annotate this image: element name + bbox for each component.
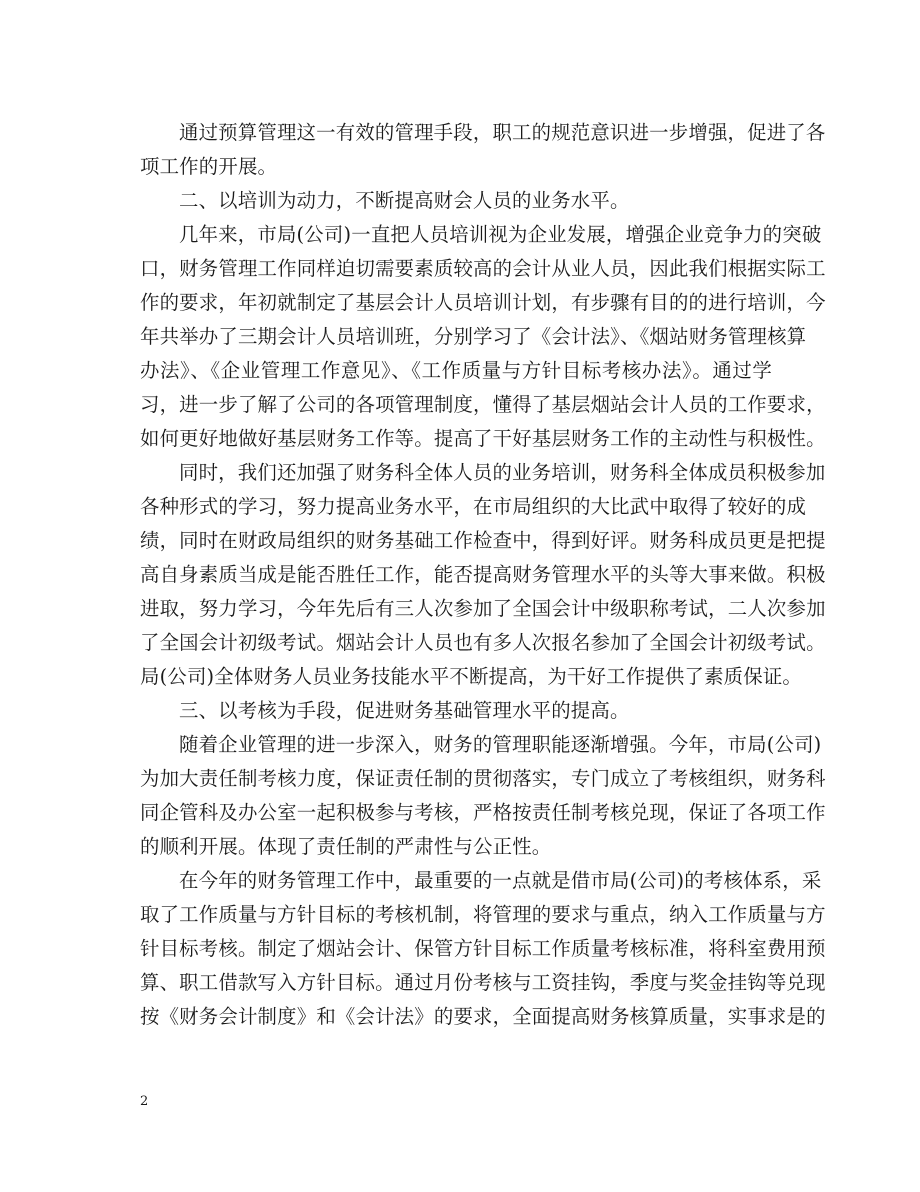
text-line: 算、职工借款写入方针目标。通过月份考核与工资挂钩，季度与奖金挂钩等兑现 — [140, 971, 826, 994]
text-line: 如何更好地做好基层财务工作等。提高了干好基层财务工作的主动性与积极性。 — [140, 427, 826, 450]
text-line: 项工作的开展。 — [140, 155, 278, 178]
text-line: 取了工作质量与方针目标的考核机制，将管理的要求与重点，纳入工作质量与方 — [140, 903, 826, 926]
text-line: 的顺利开展。体现了责任制的严肃性与公正性。 — [140, 835, 552, 858]
paragraph — [140, 184, 772, 218]
text-line: 通过预算管理这一有效的管理手段，职工的规范意识进一步增强，促进了各 — [179, 121, 826, 144]
paragraph — [140, 694, 772, 728]
text-line: 高自身素质当成是能否胜任工作，能否提高财务管理水平的头等大事来做。积极 — [140, 563, 826, 586]
text-line: 针目标考核。制定了烟站会计、保管方针目标工作质量考核标准，将科室费用预 — [140, 937, 826, 960]
text-line: 作的要求，年初就制定了基层会计人员培训计划，有步骤有目的的进行培训，今 — [140, 291, 826, 314]
text-line: 局(公司)全体财务人员业务技能水平不断提高，为干好工作提供了素质保证。 — [140, 665, 803, 688]
document-body — [140, 116, 826, 1034]
text-line: 同时，我们还加强了财务科全体人员的业务培训，财务科全体成员积极参加 — [179, 461, 826, 484]
paragraph — [140, 864, 826, 1034]
text-line: 进取，努力学习，今年先后有三人次参加了全国会计中级职称考试，二人次参加 — [140, 597, 826, 620]
paragraph — [140, 456, 826, 694]
text-line: 三、以考核为手段，促进财务基础管理水平的提高。 — [179, 699, 630, 722]
text-line: 同企管科及办公室一起积极参与考核，严格按责任制考核兑现，保证了各项工作 — [140, 801, 826, 824]
text-line: 了全国会计初级考试。烟站会计人员也有多人次报名参加了全国会计初级考试。 — [140, 631, 826, 654]
paragraph — [140, 218, 826, 456]
text-line: 随着企业管理的进一步深入，财务的管理职能逐渐增强。今年，市局(公司) — [179, 733, 822, 756]
paragraph — [140, 728, 826, 864]
text-line: 为加大责任制考核力度，保证责任制的贯彻落实，专门成立了考核组织，财务科 — [140, 767, 826, 790]
text-line: 在今年的财务管理工作中，最重要的一点就是借市局(公司)的考核体系，采 — [179, 869, 822, 892]
text-line: 绩，同时在财政局组织的财务基础工作检查中，得到好评。财务科成员更是把提 — [140, 529, 826, 552]
paragraph — [140, 116, 826, 184]
text-line: 几年来，市局(公司)一直把人员培训视为企业发展，增强企业竞争力的突破 — [179, 223, 822, 246]
text-line: 习，进一步了解了公司的各项管理制度，懂得了基层烟站会计人员的工作要求， — [140, 393, 826, 416]
text-line: 办法》、《企业管理工作意见》、《工作质量与方针目标考核办法》。通过学 — [140, 359, 772, 382]
text-line: 口，财务管理工作同样迫切需要素质较高的会计从业人员，因此我们根据实际工 — [140, 257, 826, 280]
text-line: 各种形式的学习，努力提高业务水平，在市局组织的大比武中取得了较好的成 — [140, 495, 807, 518]
text-line: 二、以培训为动力，不断提高财会人员的业务水平。 — [179, 189, 630, 212]
page-number: 2 — [140, 1094, 149, 1109]
text-line: 年共举办了三期会计人员培训班，分别学习了《会计法》、《烟站财务管理核算 — [140, 325, 807, 348]
text-line: 按《财务会计制度》和《会计法》的要求，全面提高财务核算质量，实事求是的 — [140, 1005, 826, 1028]
